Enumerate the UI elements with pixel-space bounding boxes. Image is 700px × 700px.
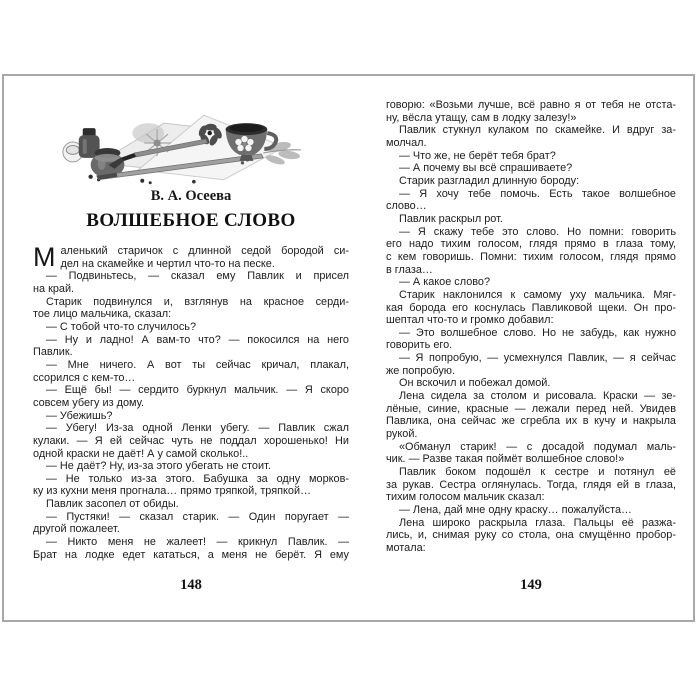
text-line: мотала: bbox=[386, 541, 426, 554]
text-line: в глаза… bbox=[386, 263, 433, 276]
right-page-body bbox=[386, 99, 676, 555]
right-page-number: 149 bbox=[520, 577, 542, 593]
text-line: его надо тихим голосом, глядя прямо в глаза тому, bbox=[386, 238, 676, 251]
text-line: «Обманул старик! — с досадой подумал маль- bbox=[399, 440, 676, 453]
text-line: Старик наклонился к самому уху мальчика. Мяг- bbox=[399, 288, 676, 301]
chapter-illustration bbox=[47, 103, 305, 187]
text-line: Павлик засопел от обиды. bbox=[46, 498, 179, 511]
text-line: молчал. bbox=[386, 136, 427, 149]
text-line: — Никто меня не жалеет! — крикнул Павлик. — bbox=[46, 536, 349, 549]
text-line: кая борода его коснулась Павликовой щеки. Он про- bbox=[386, 301, 676, 314]
text-line: Лена сидела за столом и рисовала. Краски — зе- bbox=[399, 390, 676, 403]
text-line: — Подвиньтесь, — сказал ему Павлик и присел bbox=[46, 270, 349, 283]
text-line: — Я скажу тебе это слово. Но помни: говорить bbox=[399, 225, 676, 238]
text-line: на край. bbox=[33, 282, 75, 295]
text-line: говорю: «Возьми лучше, всё равно я от тебя не отста- bbox=[386, 99, 676, 111]
text-line: — Убежишь? bbox=[46, 409, 113, 422]
left-page-body bbox=[33, 242, 349, 561]
author-name: В. А. Осеева bbox=[150, 188, 232, 204]
text-line: — Пустяки! — сказал старик. — Один поругает — bbox=[46, 510, 349, 523]
text-line: — Лена, дай мне одну краску… пожалуйста… bbox=[399, 504, 632, 516]
left-page bbox=[33, 76, 349, 620]
text-line: Маленький старичок с длинной седой бородой си- bbox=[33, 242, 349, 272]
text-line: — Ну и ладно! А вам-то что? — покосился на него bbox=[46, 333, 349, 346]
text-line: чик. — Разве такая поймёт волшебное слово!» bbox=[386, 453, 625, 466]
text-line: с кем говоришь. Помни: тихим голосом, глядя прямо bbox=[386, 250, 676, 263]
text-line: лись, и, снимая руку со стола, она смущённо пробор- bbox=[386, 529, 676, 542]
chapter-title: ВОЛШЕБНОЕ СЛОВО bbox=[86, 210, 296, 231]
text-line: — Я хочу тебе помочь. Есть такое волшебное bbox=[399, 187, 676, 200]
text-line: Старик подвинулся и, взглянув на красное серди- bbox=[46, 295, 349, 308]
text-line: совсем убегу из дому. bbox=[33, 396, 144, 409]
text-line: Павлик. bbox=[33, 346, 73, 359]
text-line: Павлик стукнул кулаком по скамейке. И вдруг за- bbox=[399, 124, 676, 137]
text-line: лёные, синие, красные — лежали перед ней. Увидев bbox=[386, 402, 676, 415]
text-line: — Мне ничего. А вот ты сейчас кричал, плакал, bbox=[46, 358, 349, 371]
text-line: Павлик боком подошёл к сестре и потянул её bbox=[399, 466, 676, 479]
text-line: рукой. bbox=[386, 428, 418, 441]
text-line: ссорился с кем-то… bbox=[33, 371, 136, 384]
book-spread bbox=[2, 74, 695, 622]
text-line: тое лицо мальчика, сказал: bbox=[33, 308, 172, 321]
text-line: — Не только из-за этого. Бабушка за одну морков- bbox=[46, 472, 349, 485]
text-line: другой пожалеет. bbox=[33, 523, 120, 536]
text-line: — С тобой что-то случилось? bbox=[46, 320, 197, 333]
text-line: — Это волшебное слово. Но не забудь, как нужно bbox=[399, 326, 676, 339]
text-line: Павлика, она сейчас же сгребла их в кучу и накрыла bbox=[386, 415, 676, 428]
text-line: — Убегу! Из-за одной Ленки убегу. — Павлик сжал bbox=[46, 422, 349, 435]
left-page-number: 148 bbox=[180, 577, 202, 593]
text-line: — А какое слово? bbox=[399, 276, 491, 289]
text-line: Он вскочил и побежал домой. bbox=[399, 377, 551, 390]
text-line: дел на скамейке и чертил что-то на песке. bbox=[60, 257, 275, 270]
text-line: за рукав. Сестра оглянулась. Тогда, глядя ей в глаза, bbox=[386, 478, 676, 491]
text-line: — Я попробую, — усмехнулся Павлик, — я сейчас bbox=[399, 352, 676, 365]
text-line: Павлик раскрыл рот. bbox=[399, 212, 503, 225]
text-line: одной краски не даёт! А у самой сколько!.. bbox=[33, 447, 249, 460]
text-line: — А почему вы всё спрашиваете? bbox=[399, 162, 573, 175]
text-line: говорить его. bbox=[386, 339, 453, 352]
text-line: слово… bbox=[386, 200, 427, 213]
right-page bbox=[386, 76, 676, 620]
text-line: шептал что-то и громко добавил: bbox=[386, 314, 554, 327]
text-line: же попробую. bbox=[386, 364, 455, 377]
text-line: ну, вёсла утащу, сам в лодку залезу!» bbox=[386, 111, 577, 124]
text-line: ку из кухни меня прогнала… прямо тряпкой, тряпкой… bbox=[33, 485, 311, 498]
text-line: тихим голосом мальчик сказал: bbox=[386, 491, 545, 504]
drop-cap-letter: М bbox=[33, 242, 56, 272]
text-line: Лена широко раскрыла глаза. Пальцы её разжа- bbox=[399, 516, 676, 529]
text-line: Старик разгладил длинную бороду: bbox=[399, 174, 580, 187]
text-line: — Ещё бы! — сердито буркнул мальчик. — Я скоро bbox=[46, 384, 349, 397]
text-line: — Не даёт? Ну, из-за этого убегать не стоит. bbox=[46, 460, 271, 473]
text-line: — Что же, не берёт тебя брат? bbox=[399, 149, 556, 162]
text-line: Брат на лодке едет кататься, а меня не берёт. Я ему bbox=[33, 548, 349, 561]
text-line: кулаки. — Я ей сейчас чуть не поддал хорошенько! Ни bbox=[33, 434, 349, 447]
